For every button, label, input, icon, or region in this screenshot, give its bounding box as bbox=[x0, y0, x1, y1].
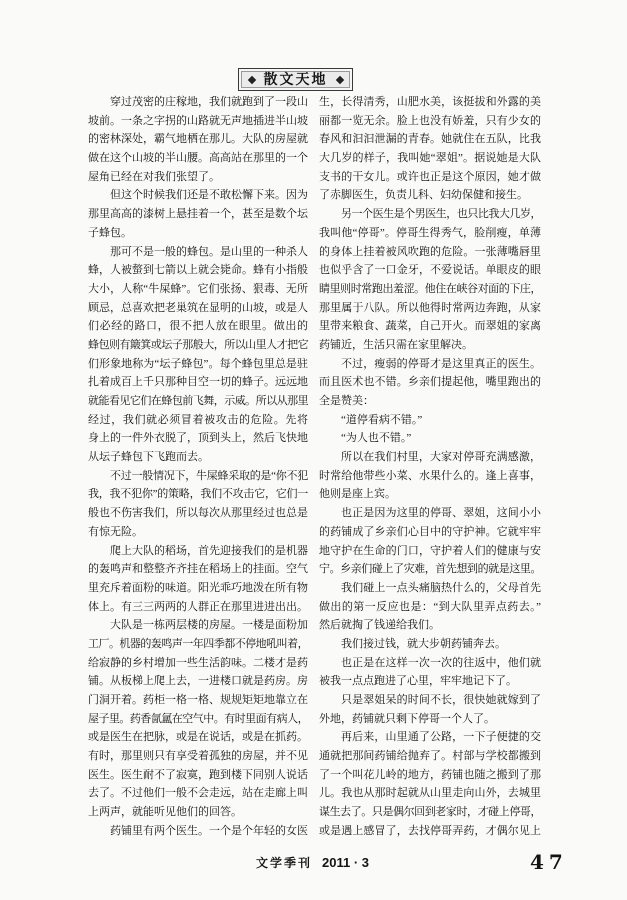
text-line bbox=[319, 280, 541, 299]
text-line bbox=[319, 429, 541, 448]
text-line bbox=[319, 579, 541, 598]
text-line bbox=[319, 504, 541, 523]
text-line-content: 的药铺成了乡亲们心目中的守护神。它就牢牢 bbox=[319, 525, 541, 538]
text-line-content: 我，我不犯你”的策略，我们不攻击它，它们一 bbox=[88, 488, 308, 501]
text-line-content: 医生。医生耐不了寂寞，跑到楼下同别人说话 bbox=[88, 768, 308, 781]
text-line-content: 不过，瘦弱的停哥才是这里真正的医生。 bbox=[341, 357, 541, 370]
text-line bbox=[319, 710, 541, 729]
text-line-content: 扎着成百上千只那种目空一切的蜂子。远远地 bbox=[88, 376, 308, 389]
text-line-content: 睛里则时常跑出羞涩。他住在峡谷对面的下庄， bbox=[319, 282, 541, 295]
text-line bbox=[319, 560, 541, 579]
text-column-right bbox=[319, 93, 541, 841]
text-line bbox=[88, 205, 308, 224]
text-line bbox=[88, 504, 308, 523]
text-line bbox=[88, 429, 308, 448]
text-line-content: 然后就掏了钱递给我们。 bbox=[319, 619, 440, 632]
text-line bbox=[319, 186, 541, 205]
text-line bbox=[88, 542, 308, 561]
text-line-content: 顾忌，总喜欢把老巢筑在显明的山坡，或是人 bbox=[88, 301, 308, 314]
text-line-content: 另一个医生是个男医生，也只比我大几岁， bbox=[341, 208, 541, 221]
text-line bbox=[88, 672, 308, 691]
text-line bbox=[319, 243, 541, 262]
text-line bbox=[319, 728, 541, 747]
text-line bbox=[88, 355, 308, 374]
text-line-content: 谋生去了。只是偶尔回到老家时，才碰上停哥， bbox=[319, 806, 541, 819]
text-line bbox=[319, 542, 541, 561]
text-column-left bbox=[88, 93, 308, 841]
text-line bbox=[319, 149, 541, 168]
text-line bbox=[88, 710, 308, 729]
page-number: 47 bbox=[530, 850, 568, 874]
text-line-content: 们必经的路口，很不把人放在眼里。做出的 bbox=[88, 320, 308, 333]
text-line-content: 坡前。一条之字拐的山路就无声地插进半山坡 bbox=[88, 114, 308, 127]
text-line bbox=[88, 186, 308, 205]
text-line bbox=[88, 467, 308, 486]
text-line-content: 大几岁的样子，我叫她“翠姐”。据说她是大队 bbox=[319, 152, 541, 165]
text-line-content: 大队是一栋两层楼的房屋。一楼是面粉加 bbox=[110, 619, 308, 632]
text-line-content: 他则是座上宾。 bbox=[319, 488, 396, 501]
text-line bbox=[319, 654, 541, 673]
text-line bbox=[88, 317, 308, 336]
text-line bbox=[319, 205, 541, 224]
text-line bbox=[319, 485, 541, 504]
text-line-content: 也正是在这样一次一次的往返中，他们就 bbox=[341, 656, 541, 669]
text-line bbox=[88, 579, 308, 598]
text-line bbox=[319, 168, 541, 187]
text-line-content: 儿。我也从那时起就从山里走向山外，去城里 bbox=[319, 787, 541, 800]
text-line bbox=[319, 672, 541, 691]
text-line bbox=[88, 616, 308, 635]
text-line bbox=[319, 93, 541, 112]
text-line-content: 再后来，山里通了公路，一下子便捷的交 bbox=[341, 731, 541, 744]
text-line bbox=[319, 355, 541, 374]
text-line-content: 或是遇上感冒了，去找停哥弄药，才偶尔见上 bbox=[319, 824, 541, 837]
text-line-content: 也似乎含了一口金牙，不爱说话。单眼皮的眼 bbox=[319, 264, 541, 277]
text-line-content: 全是赞美： bbox=[319, 395, 374, 407]
text-line bbox=[88, 411, 308, 430]
text-line bbox=[319, 784, 541, 803]
text-line-content: 去了。不过他们一般不会走远，站在走廊上叫 bbox=[88, 787, 308, 800]
text-line-content: 屋角已经在对我们张望了。 bbox=[88, 170, 220, 183]
text-line bbox=[88, 243, 308, 262]
text-line-content: 般也不伤害我们，所以每次从那里经过也总是 bbox=[88, 507, 308, 520]
text-line-content: 那里属于八队。所以他得时常两边奔跑，从家 bbox=[319, 301, 541, 314]
text-line-content: 屋子里。药香氤氲在空气中。有时里面有病人， bbox=[88, 712, 308, 725]
text-line-content: 们形象地称为“坛子蜂包”。每个蜂包里总是驻 bbox=[88, 357, 308, 370]
text-line bbox=[319, 112, 541, 131]
text-line-content: 做出的第一反应也是：“到大队里弄点药去。” bbox=[319, 600, 541, 613]
text-line-content: 铺。从板梯上爬上去，一进楼口就是药房。房 bbox=[88, 675, 308, 688]
text-line bbox=[88, 654, 308, 673]
text-line-content: 身上的一件外衣脱了，顶到头上，然后飞快地 bbox=[88, 432, 308, 445]
text-line bbox=[88, 392, 308, 411]
diamond-ornament-right-icon bbox=[335, 75, 343, 83]
text-line bbox=[319, 392, 541, 411]
journal-name: 文学季刊 bbox=[256, 856, 313, 870]
text-line-content: 那可不是一般的蜂包。是山里的一种杀人 bbox=[110, 245, 308, 258]
text-line-content: 通就把那间药铺给抛弃了。村部与学校都搬到 bbox=[319, 750, 541, 763]
text-line-content: 所以在我们村里，大家对停哥充满感激， bbox=[341, 451, 541, 464]
text-line-content: 做在这个山坡的半山腰。高高站在那里的一个 bbox=[88, 152, 308, 165]
text-line-content: 了一个叫花儿岭的地方，药铺也随之搬到了那 bbox=[319, 768, 541, 781]
text-line bbox=[319, 635, 541, 654]
text-line bbox=[319, 317, 541, 336]
text-line-content: 生，长得清秀，山肥水美，该挺拔和外露的美 bbox=[319, 96, 541, 108]
text-line-content: 药铺近，生活只需在家里解决。 bbox=[319, 338, 473, 351]
text-line bbox=[88, 523, 308, 542]
text-line bbox=[88, 728, 308, 747]
text-line bbox=[319, 336, 541, 355]
text-line-content: 的身体上挂着被风吹跑的危险。一张薄嘴唇里 bbox=[319, 245, 541, 258]
text-line-content: 而且医术也不错。乡亲们提起他，嘴里跑出的 bbox=[319, 376, 541, 389]
text-line bbox=[88, 299, 308, 318]
text-line-content: “道停看病不错。” bbox=[341, 413, 423, 426]
text-line bbox=[319, 598, 541, 617]
section-title: 散文天地 bbox=[263, 71, 328, 88]
text-line bbox=[88, 803, 308, 822]
text-line bbox=[319, 747, 541, 766]
text-line bbox=[319, 803, 541, 822]
text-line-content: 只是翠姐呆的时间不长，很快她就嫁到了 bbox=[341, 694, 541, 706]
text-line bbox=[319, 224, 541, 243]
text-line-content: 经过，我们就必须冒着被攻击的危险。先将 bbox=[88, 413, 308, 426]
text-line-content: 就能看见它们在蜂包前飞舞，示威。所以从那里 bbox=[88, 395, 308, 407]
text-line bbox=[319, 822, 541, 841]
text-line-content: 爬上大队的稻场，首先迎接我们的是机器 bbox=[110, 544, 308, 557]
text-line-content: 我们碰上一点头痛脑热什么的，父母首先 bbox=[341, 581, 541, 594]
text-line bbox=[319, 299, 541, 318]
text-line bbox=[88, 149, 308, 168]
text-line bbox=[319, 448, 541, 467]
text-line bbox=[319, 467, 541, 486]
text-line-content: 春风和汩汩泄漏的青春。她就住在五队，比我 bbox=[319, 133, 541, 146]
text-line bbox=[88, 280, 308, 299]
text-line bbox=[319, 261, 541, 280]
text-line bbox=[319, 523, 541, 542]
issue-number: 2011 · 3 bbox=[322, 855, 370, 870]
text-line-content: 我们接过钱，就大步朝药铺奔去。 bbox=[341, 637, 506, 650]
text-line-content: 被我一点点跑进了心里，牢牢地记下了。 bbox=[319, 675, 517, 688]
text-line-content: 支书的干女儿。或许也正是这个原因，她才做 bbox=[319, 170, 541, 183]
text-line bbox=[88, 560, 308, 579]
text-line-content: 药铺里有两个医生。一个是个年轻的女医 bbox=[110, 824, 308, 837]
text-line bbox=[319, 411, 541, 430]
text-line bbox=[88, 691, 308, 710]
text-line-content: 里带来粮食、蔬菜，自己开火。而翠姐的家离 bbox=[319, 320, 541, 333]
text-line bbox=[319, 691, 541, 710]
text-line-content: 给寂静的乡村增加一些生活韵味。二楼才是药 bbox=[88, 656, 308, 669]
text-line-content: 那里高高的漆树上悬挂着一个，甚至是数个坛 bbox=[88, 208, 308, 221]
text-line bbox=[88, 784, 308, 803]
text-line-content: 时常给他带些小菜、水果什么的。逢上喜事， bbox=[319, 469, 541, 482]
text-line-content: 子蜂包。 bbox=[88, 226, 132, 239]
text-line-content: 门洞开着。药柜一格一格、规规矩矩地靠立在 bbox=[88, 694, 308, 706]
text-line-content: “为人也不错。” bbox=[341, 432, 412, 445]
text-line-content: 宁。乡亲们碰上了灾难，首先想到的就是这里。 bbox=[319, 563, 541, 576]
text-line-content: 我叫他“停哥”。停哥生得秀气，脸削瘦，单薄 bbox=[319, 226, 541, 239]
text-line bbox=[88, 130, 308, 149]
text-line-content: 也正是因为这里的停哥、翠姐，这间小小 bbox=[341, 507, 541, 520]
text-line bbox=[88, 822, 308, 841]
text-line bbox=[319, 766, 541, 785]
text-line-content: 丽都一览无余。脸上也没有娇羞，只有少女的 bbox=[319, 114, 541, 127]
text-line bbox=[88, 448, 308, 467]
text-line-content: 里充斥着面粉的味道。阳光乖巧地泼在所有物 bbox=[88, 581, 308, 594]
text-line-content: 或是医生在把脉，或是在说话，或是在抓药。 bbox=[88, 731, 308, 744]
text-line-content: 了赤脚医生，负责儿科、妇幼保健和接生。 bbox=[319, 189, 528, 202]
text-line-content: 的密林深处，霸气地栖在那儿。大队的房屋就 bbox=[88, 133, 308, 146]
text-line-content: 外地，药铺就只剩下停哥一个人了。 bbox=[319, 712, 495, 725]
text-line-content: 的轰鸣声和整整齐齐挂在稻场上的挂面。空气 bbox=[88, 563, 308, 576]
text-line-content: 体上。有三三两两的人群正在那里进进出出。 bbox=[88, 600, 308, 613]
text-line-content: 蜂，人被螫到七箭以上就会毙命。蜂有小指般 bbox=[88, 264, 308, 277]
text-line-content: 有时，那里则只有享受着孤独的房屋，并不见 bbox=[88, 750, 308, 763]
text-line bbox=[88, 93, 308, 112]
text-line-content: 地守护在生命的门口，守护着人们的健康与安 bbox=[319, 544, 541, 557]
text-line bbox=[319, 373, 541, 392]
section-header bbox=[238, 68, 353, 91]
text-line-content: 不过一般情况下，牛屎蜂采取的是“你不犯 bbox=[110, 469, 308, 482]
text-line-content: 有惊无险。 bbox=[88, 525, 143, 538]
text-line bbox=[88, 224, 308, 243]
text-line bbox=[88, 336, 308, 355]
text-line-content: 大小，人称“牛屎蜂”。它们张扬、狠毒、无所 bbox=[88, 282, 308, 295]
text-line bbox=[88, 747, 308, 766]
text-line-content: 从坛子蜂包下飞跑而去。 bbox=[88, 451, 209, 464]
text-line bbox=[88, 485, 308, 504]
text-line-content: 蜂包则有簸箕或坛子那般大，所以山里人才把它 bbox=[88, 338, 308, 351]
text-line bbox=[319, 130, 541, 149]
text-line-content: 上两声，就能听见他们的回答。 bbox=[88, 806, 242, 819]
text-line bbox=[88, 635, 308, 654]
text-line bbox=[88, 112, 308, 131]
text-line bbox=[88, 373, 308, 392]
text-line bbox=[88, 766, 308, 785]
text-line bbox=[88, 168, 308, 187]
text-line-content: 工厂。机器的轰鸣声一年四季都不停地吼叫着， bbox=[88, 637, 308, 650]
text-line bbox=[319, 616, 541, 635]
page-footer bbox=[256, 854, 369, 871]
text-line-content: 穿过茂密的庄稼地，我们就跑到了一段山 bbox=[110, 96, 308, 108]
text-line bbox=[88, 598, 308, 617]
text-line bbox=[88, 261, 308, 280]
diamond-ornament-left-icon bbox=[247, 75, 255, 83]
text-line-content: 但这个时候我们还是不敢松懈下来。因为 bbox=[110, 189, 308, 202]
